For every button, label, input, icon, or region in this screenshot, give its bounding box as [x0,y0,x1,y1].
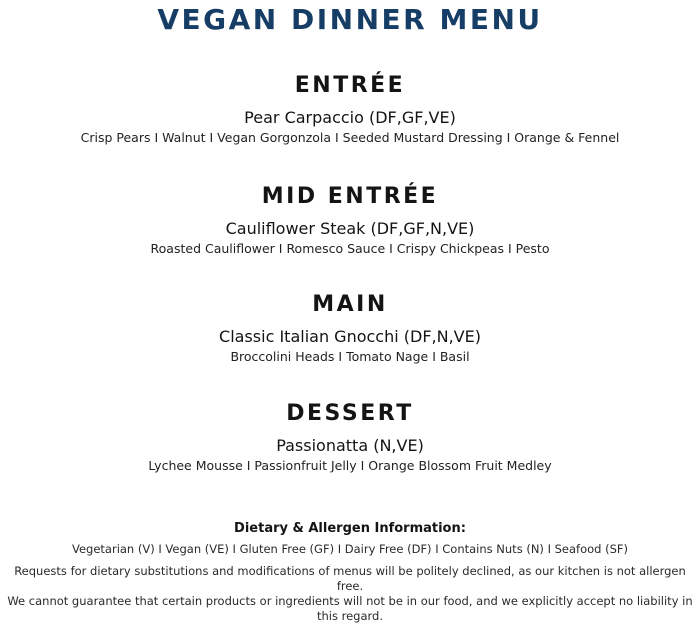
section-main [0,291,700,366]
allergen-footer [0,520,700,624]
section-heading: DESSERT [286,401,414,426]
section-entree [0,72,700,147]
dish-description: Crisp Pears I Walnut I Vegan Gorgonzola I Seeded Mustard Dressing I Orange & Fennel [80,130,620,145]
dish-name: Cauliflower Steak (DF,GF,N,VE) [225,219,475,238]
allergen-codes: Vegetarian (V) I Vegan (VE) I Gluten Free (GF) I Dairy Free (DF) I Contains Nuts (N) I Seafood (SF) [71,542,628,556]
section-heading: ENTRÉE [294,73,406,98]
allergen-note-line: Requests for dietary substitutions and modifications of menus will be politely declined, as our kitchen is not allergen free. [14,564,686,593]
dish-description: Broccolini Heads I Tomato Nage I Basil [230,349,470,364]
dish-description: Lychee Mousse I Passionfruit Jelly I Orange Blossom Fruit Medley [148,458,552,473]
allergen-heading: Dietary & Allergen Information: [234,521,466,536]
dish-name: Pear Carpaccio (DF,GF,VE) [244,108,456,127]
section-dessert [0,400,700,475]
section-mid-entree [0,183,700,258]
dish-description: Roasted Cauliflower I Romesco Sauce I Crispy Chickpeas I Pesto [150,241,550,256]
menu-title: VEGAN DINNER MENU [157,3,543,36]
section-heading: MAIN [312,292,388,317]
dish-name: Passionatta (N,VE) [276,436,424,455]
allergen-note-line: We cannot guarantee that certain products or ingredients will not be in our food, and we explicitly accept no liability in this regard. [7,594,693,623]
dish-name: Classic Italian Gnocchi (DF,N,VE) [219,327,481,346]
section-heading: MID ENTRÉE [261,184,439,209]
allergen-notes [0,564,700,624]
